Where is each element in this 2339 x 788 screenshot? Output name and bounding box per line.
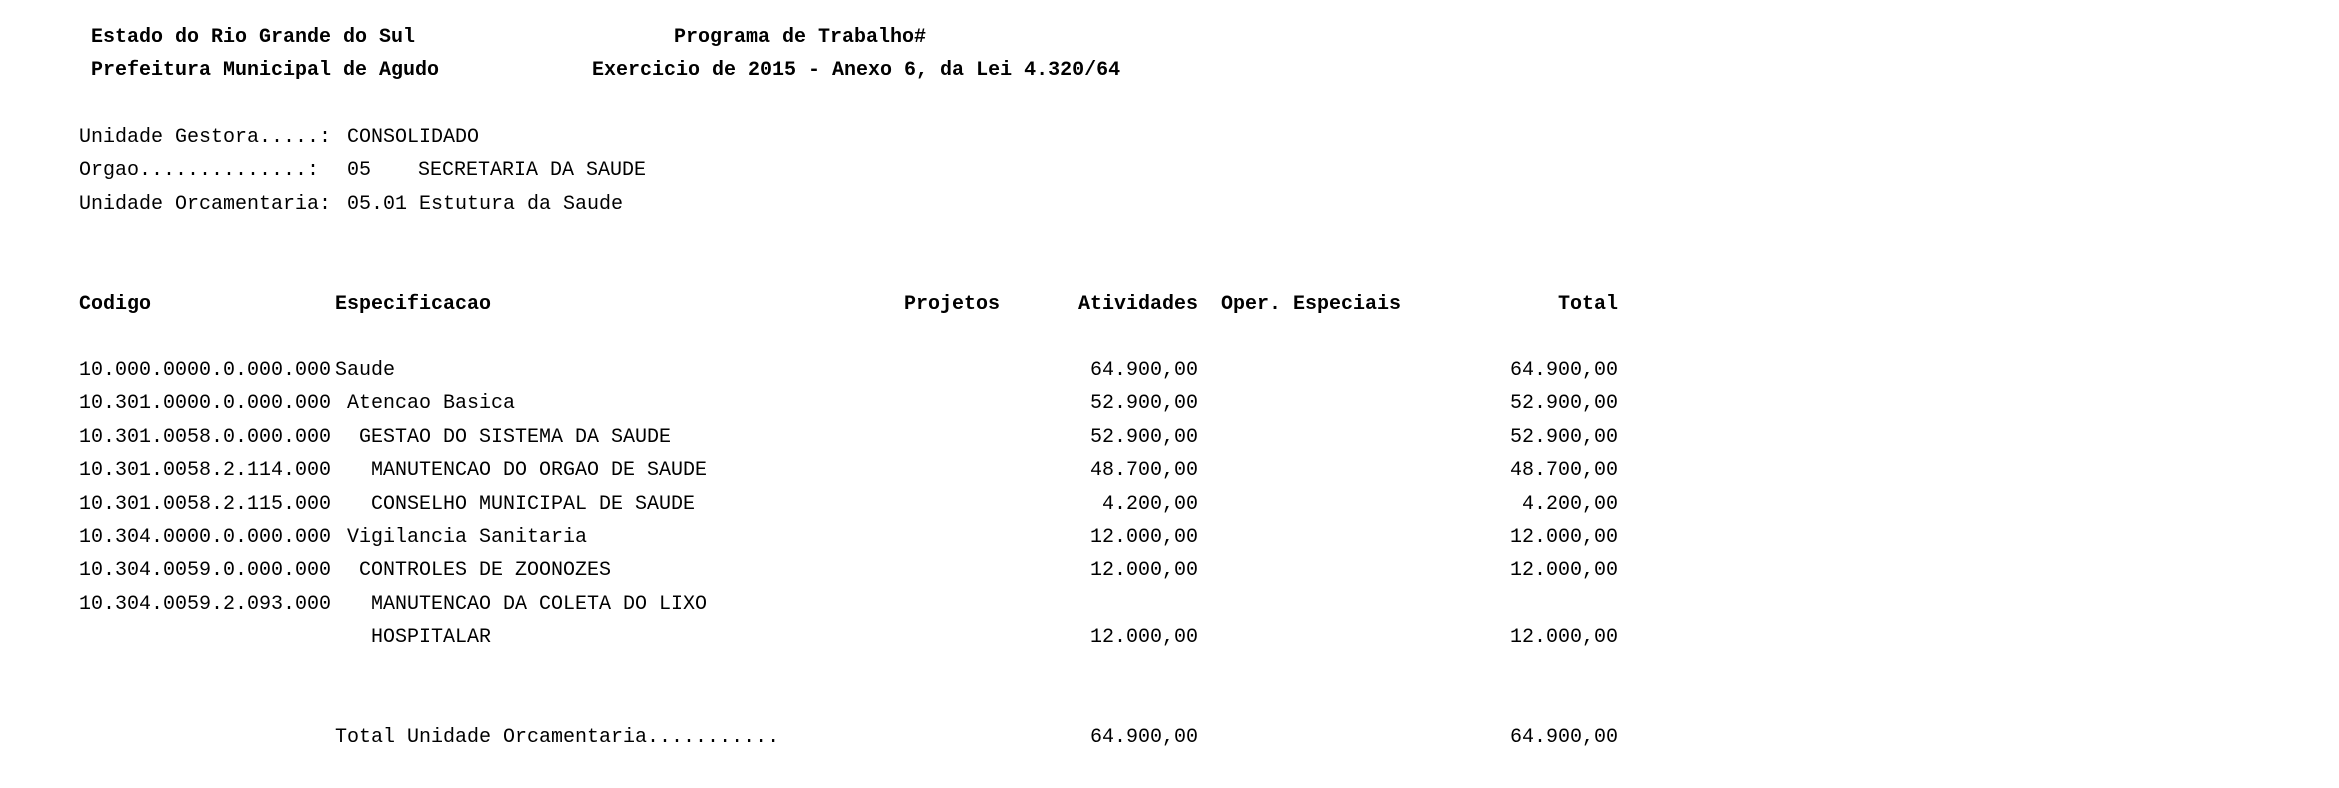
row-total: 48.700,00 [1509, 459, 1618, 482]
row-total: 12.000,00 [1509, 626, 1618, 649]
row-especificacao: MANUTENCAO DO ORGAO DE SAUDE [371, 459, 708, 482]
row-codigo: 10.301.0000.0.000.000 [79, 392, 332, 415]
orgao-label: Orgao..............: [79, 159, 320, 182]
state-name: Estado do Rio Grande do Sul [91, 26, 416, 49]
row-total: 52.900,00 [1509, 426, 1618, 449]
row-total: 52.900,00 [1509, 392, 1618, 415]
row-projetos [850, 626, 1000, 650]
program-title: Programa de Trabalho# [674, 26, 927, 49]
orgao-name: SECRETARIA DA SAUDE [418, 159, 647, 182]
row-projetos [850, 359, 1000, 383]
row-especificacao: Saude [335, 359, 396, 382]
row-codigo: 10.301.0058.2.114.000 [79, 459, 332, 482]
row-especificacao: HOSPITALAR [371, 626, 492, 649]
row-projetos [850, 526, 1000, 550]
column-header-codigo: Codigo [79, 293, 152, 316]
total-projetos [850, 726, 1000, 750]
row-especificacao: Atencao Basica [347, 392, 516, 415]
row-projetos [850, 593, 1000, 617]
row-atividades: 52.900,00 [1089, 392, 1198, 415]
row-especificacao: CONTROLES DE ZOONOZES [359, 559, 612, 582]
row-codigo: 10.301.0058.0.000.000 [79, 426, 332, 449]
row-codigo: 10.304.0059.2.093.000 [79, 593, 332, 616]
row-atividades: 48.700,00 [1089, 459, 1198, 482]
unidade-gestora-label: Unidade Gestora.....: [79, 126, 332, 149]
row-atividades: 4.200,00 [1101, 493, 1198, 516]
municipality-name: Prefeitura Municipal de Agudo [91, 59, 440, 82]
column-header-especificacao: Especificacao [335, 293, 492, 316]
total-label: Total Unidade Orcamentaria........... [335, 726, 780, 749]
orgao-code: 05 [347, 159, 372, 182]
row-atividades [1020, 593, 1198, 617]
row-atividades: 12.000,00 [1089, 626, 1198, 649]
row-projetos [850, 459, 1000, 483]
unidade-gestora-value: CONSOLIDADO [347, 126, 480, 149]
unidade-orcamentaria-label: Unidade Orcamentaria: [79, 193, 332, 216]
row-especificacao: CONSELHO MUNICIPAL DE SAUDE [371, 493, 696, 516]
row-especificacao: MANUTENCAO DA COLETA DO LIXO [371, 593, 708, 616]
row-total [1440, 593, 1618, 617]
column-header-atividades: Atividades [1077, 293, 1198, 316]
column-header-total: Total [1557, 293, 1618, 316]
row-total: 64.900,00 [1509, 359, 1618, 382]
total-atividades: 64.900,00 [1089, 726, 1198, 749]
row-total: 12.000,00 [1509, 559, 1618, 582]
column-header-projetos: Projetos [903, 293, 1000, 316]
row-projetos [850, 559, 1000, 583]
row-atividades: 12.000,00 [1089, 526, 1198, 549]
column-header-oper-especiais: Oper. Especiais [1221, 293, 1402, 316]
row-total: 12.000,00 [1509, 526, 1618, 549]
row-projetos [850, 392, 1000, 416]
row-especificacao: Vigilancia Sanitaria [347, 526, 588, 549]
row-codigo: 10.304.0000.0.000.000 [79, 526, 332, 549]
row-atividades: 64.900,00 [1089, 359, 1198, 382]
row-atividades: 12.000,00 [1089, 559, 1198, 582]
row-codigo: 10.000.0000.0.000.000 [79, 359, 332, 382]
row-especificacao: GESTAO DO SISTEMA DA SAUDE [359, 426, 672, 449]
row-atividades: 52.900,00 [1089, 426, 1198, 449]
row-codigo: 10.301.0058.2.115.000 [79, 493, 332, 516]
row-codigo: 10.304.0059.0.000.000 [79, 559, 332, 582]
row-projetos [850, 426, 1000, 450]
row-total: 4.200,00 [1521, 493, 1618, 516]
exercise-title: Exercicio de 2015 - Anexo 6, da Lei 4.320/64 [592, 59, 1121, 82]
row-projetos [850, 493, 1000, 517]
total-total: 64.900,00 [1509, 726, 1618, 749]
unidade-orcamentaria-value: 05.01 Estutura da Saude [347, 193, 624, 216]
